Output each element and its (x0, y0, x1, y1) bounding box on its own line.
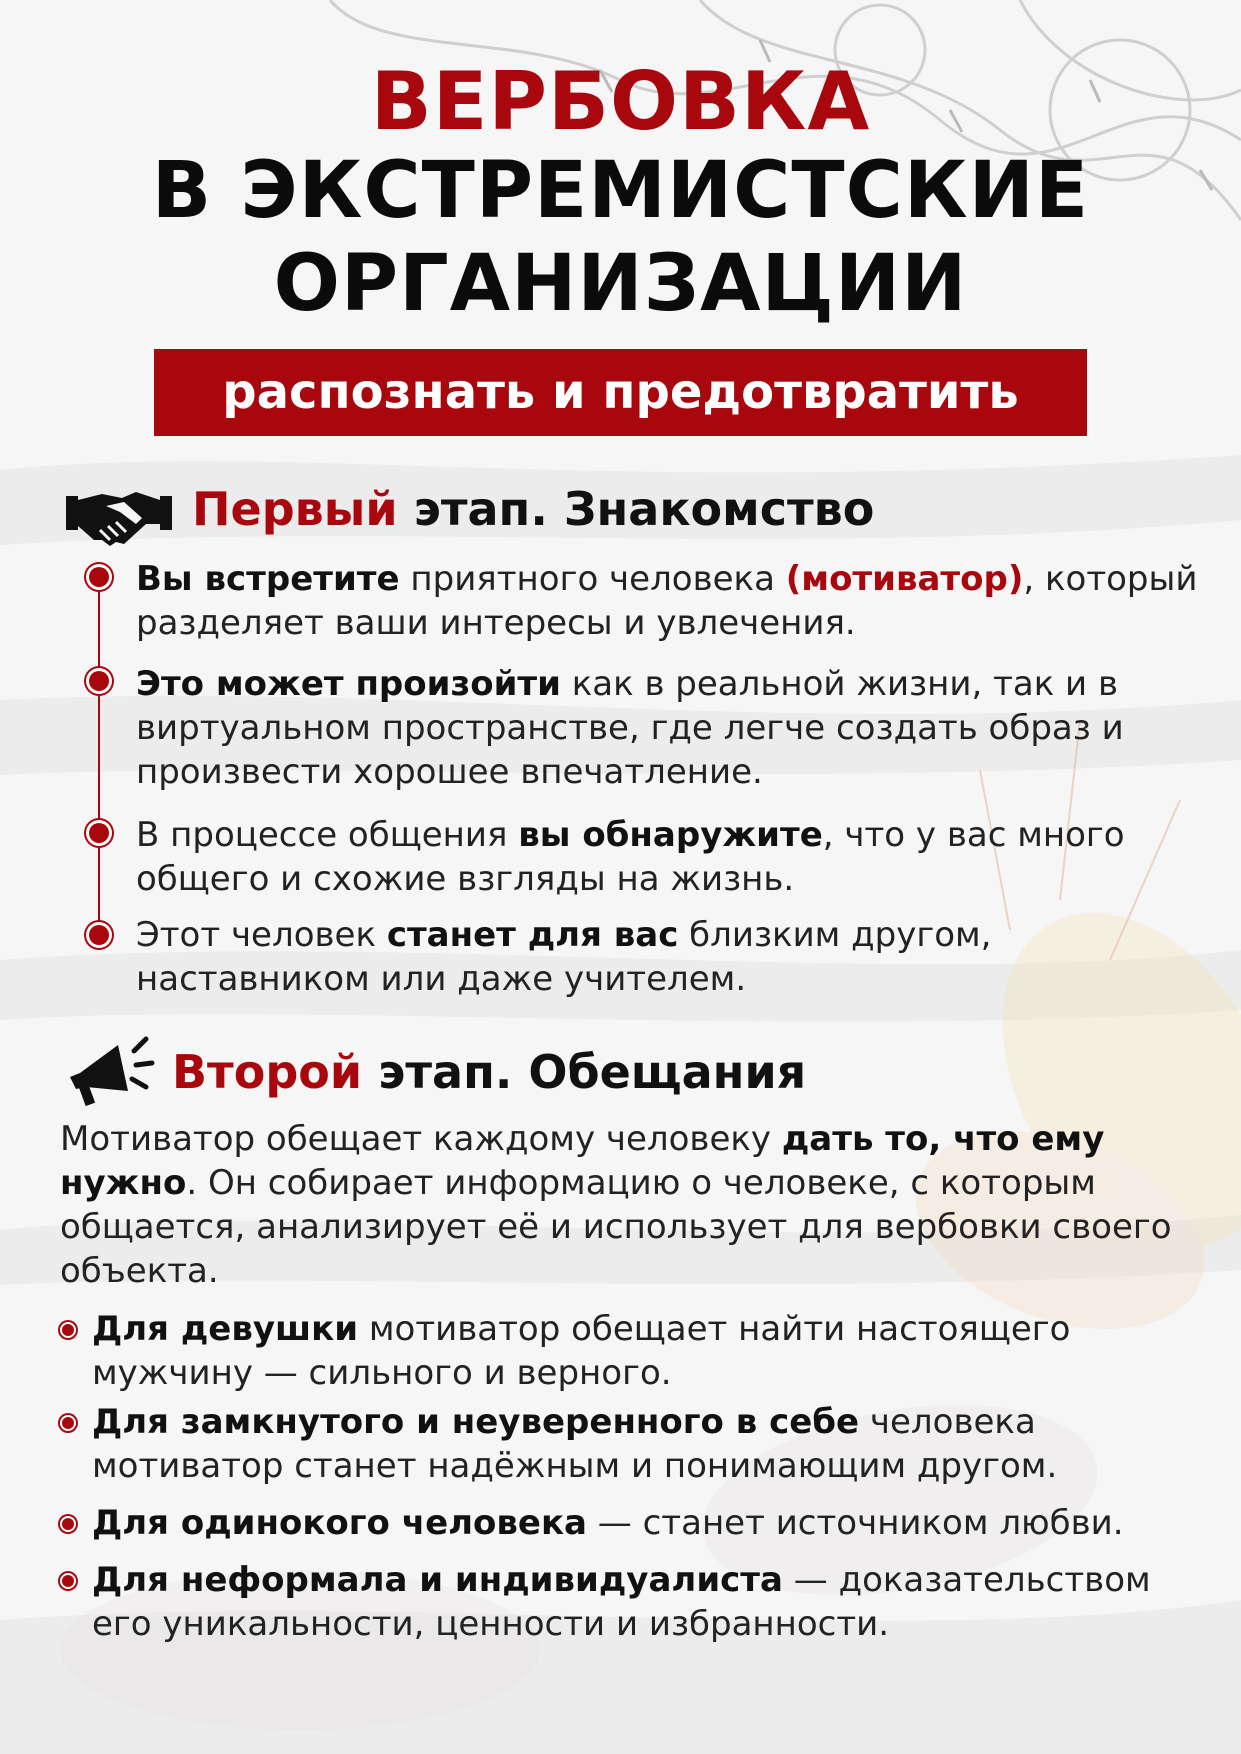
text: близким другом, наставником или даже учителем. (136, 915, 992, 999)
text: . Он собирает информацию о человеке, с которым общается, анализирует её и использует для вербовки своего объекта. (60, 1163, 1172, 1291)
text: — доказательством его уникальности, ценности и избранности. (92, 1560, 1151, 1644)
text: мотиватор обещает найти настоящего мужчину — сильного и верного. (92, 1309, 1071, 1393)
stage2-heading-accent: Второй (172, 1045, 363, 1099)
megaphone-icon (66, 1033, 156, 1107)
stage2-item-4 (92, 1558, 1212, 1646)
text: Мотиватор обещает каждому человеку (60, 1119, 782, 1159)
stage1-item-3 (136, 813, 1226, 901)
text: приятного человека (399, 559, 786, 599)
bold-text: Для неформала и индивидуалиста (92, 1560, 783, 1600)
bullet-dot (62, 1324, 74, 1336)
stage1-heading-accent: Первый (192, 482, 398, 536)
stage1-item-1 (136, 557, 1226, 645)
title-line-2: В ЭКСТРЕМИСТСКИЕ (151, 146, 1090, 236)
bold-text: Для замкнутого и неуверенного в себе (92, 1402, 860, 1442)
stage2-heading-rest: этап. Обещания (362, 1045, 807, 1099)
stage1-item-4 (136, 913, 1226, 1001)
highlight-text: (мотиватор) (785, 559, 1024, 599)
text: — станет источником любви. (587, 1503, 1124, 1543)
bold-text: Вы встретите (136, 559, 400, 599)
stage2-item-3 (92, 1501, 1212, 1545)
stage2-item-2 (92, 1400, 1212, 1488)
stage2-item-1 (92, 1307, 1212, 1395)
bold-text: Это может произойти (136, 664, 561, 704)
bullet-dot (62, 1575, 74, 1587)
text: В процессе общения (136, 815, 519, 855)
stage2-heading (172, 1045, 806, 1099)
stage2-intro (60, 1117, 1210, 1293)
text: Этот человек (136, 915, 387, 955)
bullet-dot (89, 671, 109, 691)
bold-text: вы обнаружите (518, 815, 823, 855)
handshake-icon (66, 484, 172, 548)
text: , что у вас много общего и схожие взгляды на жизнь. (136, 815, 1125, 899)
bullet-dot (62, 1417, 74, 1429)
bullet-dot (89, 925, 109, 945)
timeline-line (98, 578, 100, 938)
stage1-heading-rest: этап. Знакомство (397, 482, 875, 536)
stage1-heading (192, 482, 874, 536)
bullet-dot (89, 823, 109, 843)
title-line-1: ВЕРБОВКА (370, 55, 871, 148)
text: , который разделяет ваши интересы и увлечения. (136, 559, 1198, 643)
subtitle-banner: распознать и предотвратить (154, 349, 1087, 436)
title-line-3: ОРГАНИЗАЦИИ (273, 239, 968, 329)
bold-text: Для одинокого человека (92, 1503, 587, 1543)
bullet-dot (89, 567, 109, 587)
bullet-dot (62, 1518, 74, 1530)
bold-text: Для девушки (92, 1309, 359, 1349)
text: человека мотиватор станет надёжным и понимающим другом. (92, 1402, 1058, 1486)
bold-text: дать то, что ему нужно (60, 1119, 1105, 1203)
stage1-item-2 (136, 662, 1226, 794)
bold-text: станет для вас (386, 915, 679, 955)
text: как в реальной жизни, так и в виртуальном пространстве, где легче создать образ и произвести хорошее впечатление. (136, 664, 1124, 792)
